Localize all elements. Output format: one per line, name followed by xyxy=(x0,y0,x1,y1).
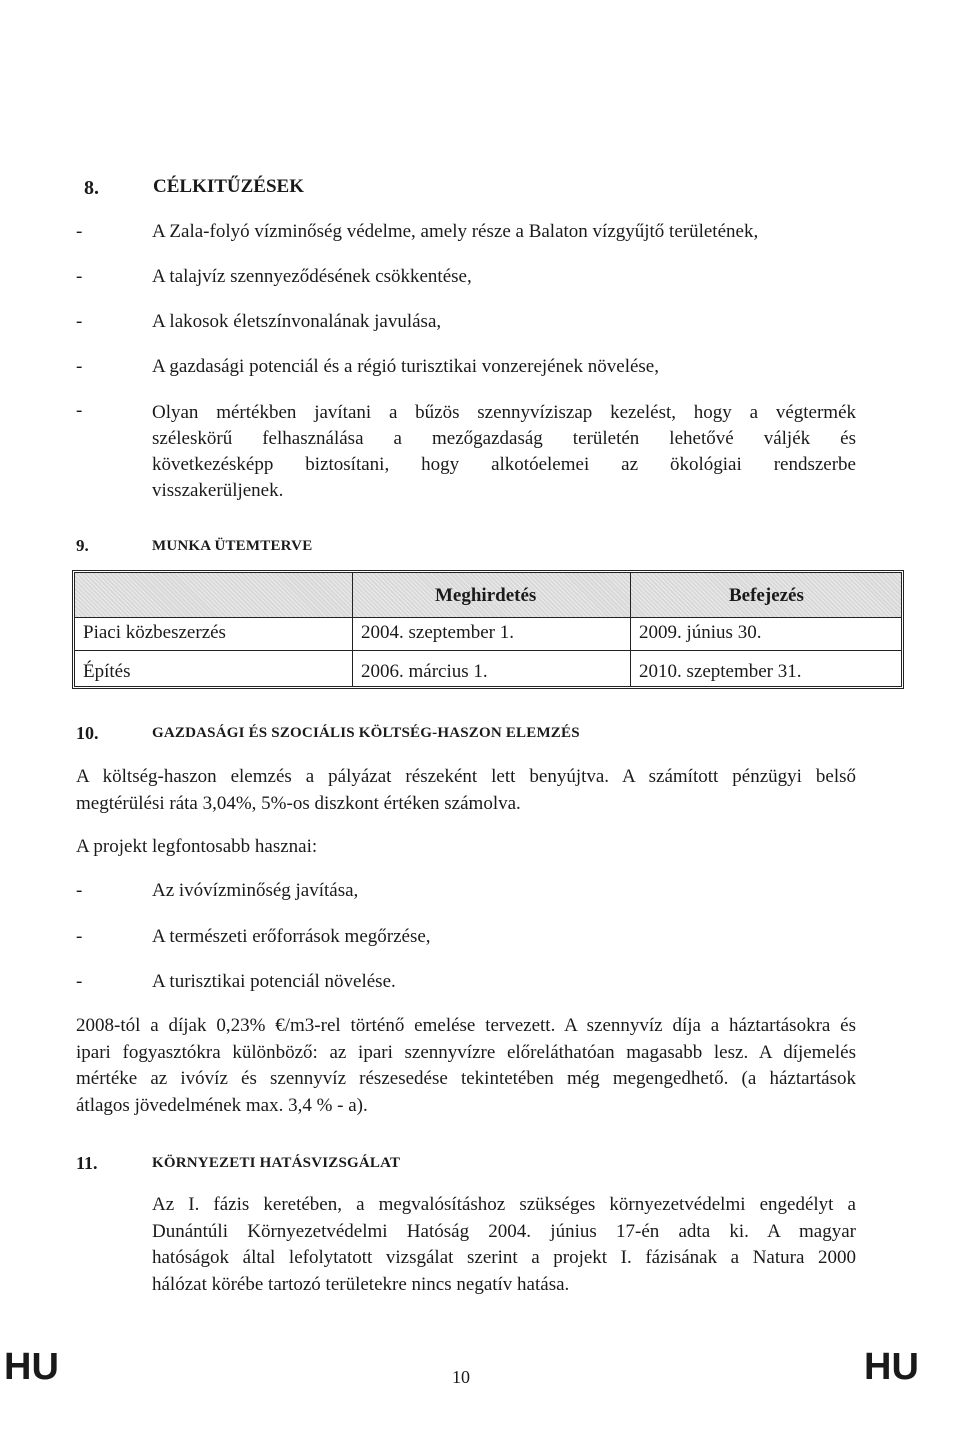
bullet-dash: - xyxy=(76,221,83,242)
table-cell: 2004. szeptember 1. xyxy=(361,622,515,643)
section-8-number: 8. xyxy=(84,177,99,199)
fees-paragraph xyxy=(76,1013,856,1119)
paragraph-line: átlagos jövedelmének max. 3,4 % - a). xyxy=(76,1094,368,1116)
table-cell: Piaci közbeszerzés xyxy=(83,622,226,643)
table-cell: 2006. március 1. xyxy=(361,661,488,682)
paragraph-line: mértéke az ivóvíz és szennyvíz részesedése tekintetében még megengedhető. (a háztartások xyxy=(76,1068,856,1089)
section-8-title: CÉLKITŰZÉSEK xyxy=(153,176,304,197)
goal-item: A lakosok életszínvonalának javulása, xyxy=(152,311,442,332)
bullet-dash: - xyxy=(76,266,83,287)
footer-country-code-left: HU xyxy=(4,1346,59,1388)
benefit-item: Az ivóvízminőség javítása, xyxy=(152,880,359,901)
paragraph-line: megtérülési ráta 3,04%, 5%-os diszkont értéken számolva. xyxy=(76,792,521,814)
section-11-title: KÖRNYEZETI HATÁSVIZSGÁLAT xyxy=(152,1155,401,1171)
benefit-item: A turisztikai potenciál növelése. xyxy=(152,971,396,992)
cost-benefit-paragraph xyxy=(76,764,856,817)
table-cell: 2010. szeptember 31. xyxy=(639,661,802,682)
table-cell: 2009. június 30. xyxy=(639,622,762,643)
paragraph-line: Dunántúli Környezetvédelmi Hatóság 2004. június 17-én adta ki. A magyar xyxy=(152,1220,856,1242)
section-9-title: MUNKA ÜTEMTERVE xyxy=(152,538,313,554)
paragraph-line: hálózat körébe tartozó területekre nincs negatív hatása. xyxy=(152,1273,570,1295)
bullet-dash: - xyxy=(76,356,83,377)
bullet-dash: - xyxy=(76,926,83,947)
paragraph-line: 2008-tól a díjak 0,23% €/m3-rel történő emelése tervezett. A szennyvíz díja a háztartásokra és xyxy=(76,1015,856,1036)
bullet-dash: - xyxy=(76,880,83,901)
page-number: 10 xyxy=(452,1367,470,1387)
section-11-number: 11. xyxy=(76,1153,98,1173)
section-10-number: 10. xyxy=(76,723,99,743)
bullet-dash: - xyxy=(76,400,83,421)
bullet-dash: - xyxy=(76,311,83,332)
goal-line: visszakerüljenek. xyxy=(152,480,284,501)
goal-item: A talajvíz szennyeződésének csökkentése, xyxy=(152,266,472,287)
goal-item-long xyxy=(152,400,856,504)
impact-assessment-paragraph xyxy=(152,1192,856,1298)
table-cell: Építés xyxy=(83,661,131,682)
goal-line: Olyan mértékben javítani a bűzös szennyvíziszap kezelést, hogy a végtermék xyxy=(152,402,856,423)
column-header-start: Meghirdetés xyxy=(435,585,537,606)
goal-line: következésképp biztosítani, hogy alkotóelemei az ökológiai rendszerbe xyxy=(152,454,856,475)
benefit-item: A természeti erőforrások megőrzése, xyxy=(152,926,431,947)
goal-item: A gazdasági potenciál és a régió turisztikai vonzerejének növelése, xyxy=(152,356,659,377)
goal-line: széleskörű felhasználása a mezőgazdaság területén lehetővé váljék és xyxy=(152,428,856,449)
schedule-table xyxy=(72,570,904,689)
paragraph-line: hatóságok által lefolytatott vizsgálat szerint a projekt I. fázisának a Natura 2000 xyxy=(152,1247,856,1268)
benefits-intro: A projekt legfontosabb hasznai: xyxy=(76,836,318,857)
paragraph-line: A költség-haszon elemzés a pályázat részeként lett benyújtva. A számított pénzügyi belső xyxy=(76,766,856,787)
paragraph-line: Az I. fázis keretében, a megvalósításhoz szükséges környezetvédelmi engedélyt a xyxy=(152,1194,856,1215)
section-9-number: 9. xyxy=(76,536,89,555)
goal-item: A Zala-folyó vízminőség védelme, amely része a Balaton vízgyűjtő területének, xyxy=(152,221,759,242)
column-header-end: Befejezés xyxy=(729,585,804,606)
paragraph-line: ipari fogyasztókra különböző: az ipari szennyvízre előreláthatóan magasabb lesz. A díjemelés xyxy=(76,1041,856,1063)
footer-country-code-right: HU xyxy=(864,1346,919,1388)
bullet-dash: - xyxy=(76,971,83,992)
section-10-title: GAZDASÁGI ÉS SZOCIÁLIS KÖLTSÉG-HASZON ELEMZÉS xyxy=(152,725,580,741)
